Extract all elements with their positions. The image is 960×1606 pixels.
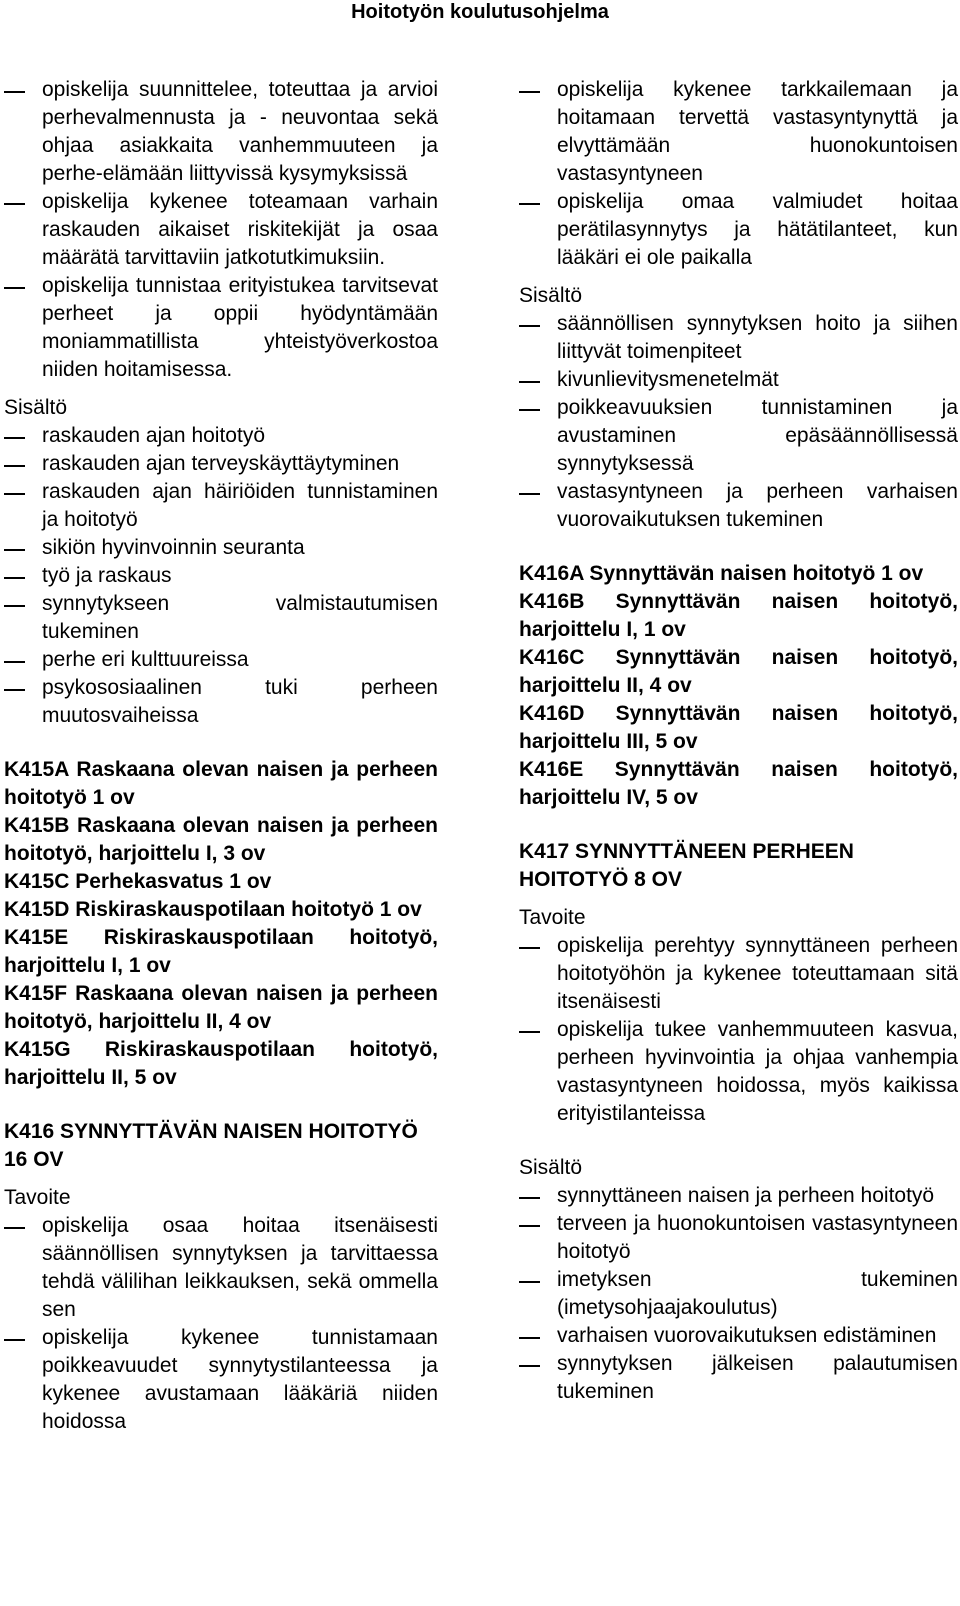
course-entry: K415A Raskaana olevan naisen ja perheen hoitotyö 1 ov [4, 758, 438, 809]
course-entry: K415F Raskaana olevan naisen ja perheen hoitotyö, harjoittelu II, 4 ov [4, 982, 438, 1033]
section-title-k416: K416 SYNNYTTÄVÄN NAISEN HOITOTYÖ 16 OV [4, 1120, 418, 1171]
course-list-k416 [519, 560, 958, 812]
dash-bullet-icon [4, 437, 25, 439]
course-entry: K415D Riskiraskauspotilaan hoitotyö 1 ov [4, 898, 422, 921]
list-item: työ ja raskaus [4, 562, 438, 590]
course-entry: K415B Raskaana olevan naisen ja perheen hoitotyö, harjoittelu I, 3 ov [4, 814, 438, 865]
list-item: imetyksen tukeminen (imetysohjaajakoulutus) [519, 1266, 958, 1322]
list-item: raskauden ajan terveyskäyttäytyminen [4, 450, 438, 478]
right-intro-list [519, 76, 958, 272]
course-list-k415 [4, 756, 438, 1092]
list-item: opiskelija kykenee toteamaan varhain raskauden aikaiset riskitekijät ja osaa määrätä tarvittaviin jatkotutkimuksiin. [4, 188, 438, 272]
list-item: poikkeavuuksien tunnistaminen ja avustaminen epäsäännöllisessä synnytyksessä [519, 394, 958, 478]
list-item: opiskelija suunnittelee, toteuttaa ja arvioi perhevalmennusta ja - neuvontaa sekä ohjaa asiakkaita vanhemmuuteen ja perhe-elämään liittyvissä kysymyksissä [4, 76, 438, 188]
dash-bullet-icon [4, 493, 25, 495]
dash-bullet-icon [4, 287, 25, 289]
course-entry: K416A Synnyttävän naisen hoitotyö 1 ov [519, 562, 924, 585]
list-item: opiskelija perehtyy synnyttäneen perheen hoitotyöhön ja kykenee toteuttamaan sitä itsenäisesti [519, 932, 958, 1016]
dash-bullet-icon [519, 203, 540, 205]
dash-bullet-icon [4, 1227, 25, 1229]
dash-bullet-icon [519, 1365, 540, 1367]
dash-bullet-icon [519, 1337, 540, 1339]
course-entry: K416C Synnyttävän naisen hoitotyö, harjoittelu II, 4 ov [519, 646, 958, 697]
course-entry: K415E Riskiraskauspotilaan hoitotyö, harjoittelu I, 1 ov [4, 926, 438, 977]
dash-bullet-icon [519, 1281, 540, 1283]
course-entry: K416E Synnyttävän naisen hoitotyö, harjoittelu IV, 5 ov [519, 758, 958, 809]
course-entry: K415C Perhekasvatus 1 ov [4, 870, 272, 893]
list-item: opiskelija kykenee tunnistamaan poikkeavuudet synnytystilanteessa ja kykenee avustamaan lääkäriä niiden hoidossa [4, 1324, 438, 1436]
dash-bullet-icon [519, 409, 540, 411]
dash-bullet-icon [519, 325, 540, 327]
dash-bullet-icon [4, 577, 25, 579]
dash-bullet-icon [4, 689, 25, 691]
list-item: varhaisen vuorovaikutuksen edistäminen [519, 1322, 958, 1350]
list-item: kivunlievitysmenetelmät [519, 366, 958, 394]
right-sisalto-list [519, 310, 958, 534]
dash-bullet-icon [519, 947, 540, 949]
list-item: perhe eri kulttuureissa [4, 646, 438, 674]
dash-bullet-icon [519, 493, 540, 495]
list-item: synnyttäneen naisen ja perheen hoitotyö [519, 1182, 958, 1210]
list-item: sikiön hyvinvoinnin seuranta [4, 534, 438, 562]
list-item: opiskelija kykenee tarkkailemaan ja hoitamaan tervettä vastasyntynyttä ja elvyttämään huonokuntoisen vastasyntyneen [519, 76, 958, 188]
dash-bullet-icon [4, 549, 25, 551]
dash-bullet-icon [4, 465, 25, 467]
dash-bullet-icon [4, 661, 25, 663]
right-column [519, 76, 958, 1406]
section-heading-tavoite: Tavoite [4, 1186, 71, 1209]
list-item: psykososiaalinen tuki perheen muutosvaiheissa [4, 674, 438, 730]
list-item: opiskelija tukee vanhemmuuteen kasvua, perheen hyvinvointia ja ohjaa vanhempia vastasyntyneen hoidossa, myös kaikissa erityistilanteissa [519, 1016, 958, 1128]
dash-bullet-icon [4, 91, 25, 93]
course-entry: K416B Synnyttävän naisen hoitotyö, harjoittelu I, 1 ov [519, 590, 958, 641]
dash-bullet-icon [4, 605, 25, 607]
dash-bullet-icon [519, 91, 540, 93]
section-heading-sisalto-2: Sisältö [519, 1156, 583, 1179]
list-item: opiskelija tunnistaa erityistukea tarvitsevat perheet ja oppii hyödyntämään moniammatillista yhteistyöverkostoa niiden hoitamisessa. [4, 272, 438, 384]
list-item: opiskelija osaa hoitaa itsenäisesti säännöllisen synnytyksen ja tarvittaessa tehdä välilihan leikkauksen, sekä ommella sen [4, 1212, 438, 1324]
right-sisalto2-list [519, 1182, 958, 1406]
left-column [4, 76, 438, 1436]
course-entry: K416D Synnyttävän naisen hoitotyö, harjoittelu III, 5 ov [519, 702, 958, 753]
list-item: vastasyntyneen ja perheen varhaisen vuorovaikutuksen tukeminen [519, 478, 958, 534]
section-heading-sisalto: Sisältö [4, 396, 68, 419]
list-item: terveen ja huonokuntoisen vastasyntyneen hoitotyö [519, 1210, 958, 1266]
dash-bullet-icon [519, 381, 540, 383]
section-title-k417: K417 SYNNYTTÄNEEN PERHEEN HOITOTYÖ 8 OV [519, 840, 854, 891]
left-tavoite-list [4, 1212, 438, 1436]
dash-bullet-icon [519, 1197, 540, 1199]
course-entry: K415G Riskiraskauspotilaan hoitotyö, harjoittelu II, 5 ov [4, 1038, 438, 1089]
list-item: säännöllisen synnytyksen hoito ja siihen liittyvät toimenpiteet [519, 310, 958, 366]
left-intro-list [4, 76, 438, 384]
list-item: synnytykseen valmistautumisen tukeminen [4, 590, 438, 646]
list-item: synnytyksen jälkeisen palautumisen tukeminen [519, 1350, 958, 1406]
dash-bullet-icon [519, 1225, 540, 1227]
list-item: raskauden ajan hoitotyö [4, 422, 438, 450]
right-tavoite-list [519, 932, 958, 1128]
dash-bullet-icon [4, 203, 25, 205]
section-heading-sisalto: Sisältö [519, 284, 583, 307]
list-item: raskauden ajan häiriöiden tunnistaminen ja hoitotyö [4, 478, 438, 534]
section-heading-tavoite: Tavoite [519, 906, 586, 929]
dash-bullet-icon [4, 1339, 25, 1341]
left-sisalto-list [4, 422, 438, 730]
page-title: Hoitotyön koulutusohjelma [351, 1, 609, 23]
list-item: opiskelija omaa valmiudet hoitaa perätilasynnytys ja hätätilanteet, kun lääkäri ei ole paikalla [519, 188, 958, 272]
dash-bullet-icon [519, 1031, 540, 1033]
